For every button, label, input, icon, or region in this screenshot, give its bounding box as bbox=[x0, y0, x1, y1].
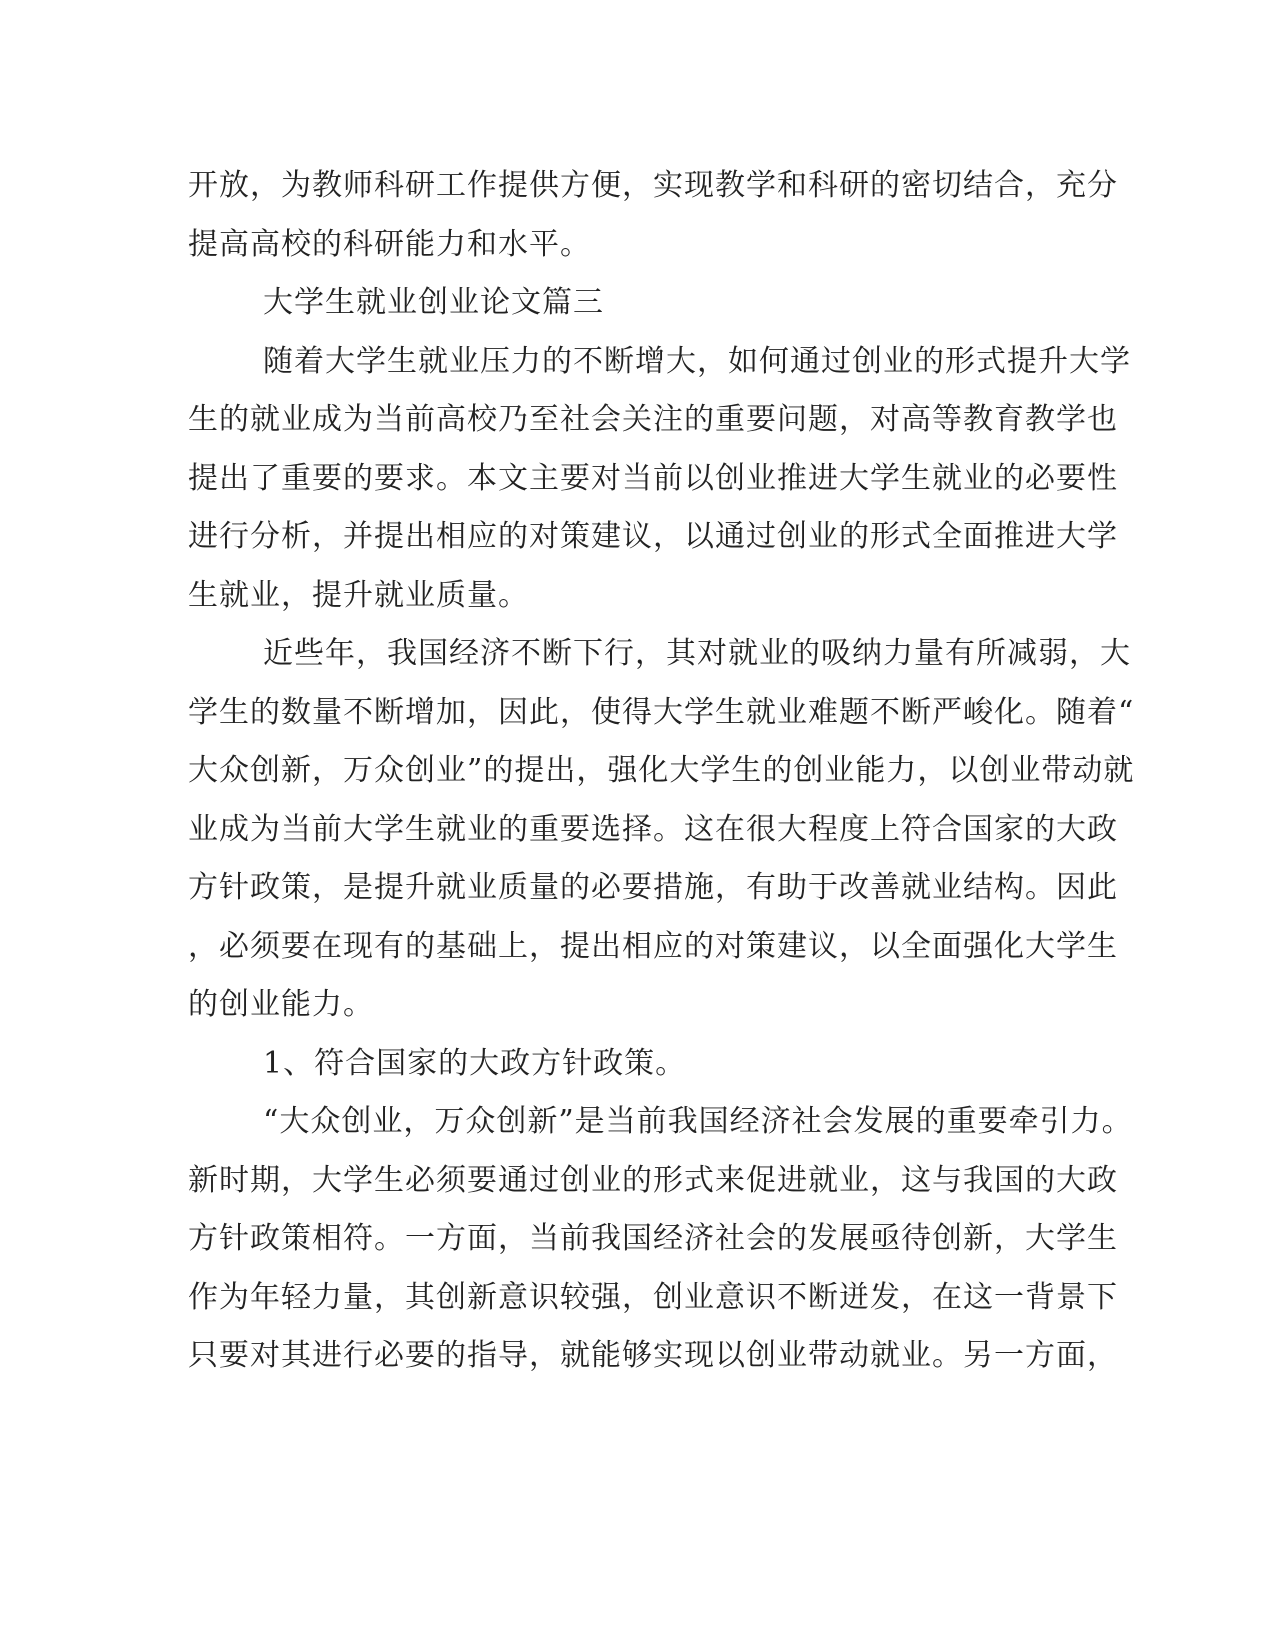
text-line: 开放，为教师科研工作提供方便，实现教学和科研的密切结合，充分 bbox=[188, 168, 1118, 203]
text-line: 方针政策相符。一方面，当前我国经济社会的发展亟待创新，大学生 bbox=[188, 1221, 1118, 1256]
text-line: 方针政策，是提升就业质量的必要措施，有助于改善就业结构。因此 bbox=[188, 870, 1118, 905]
text-line: ，必须要在现有的基础上，提出相应的对策建议，以全面强化大学生 bbox=[188, 928, 1118, 964]
text-line: 学生的数量不断增加，因此，使得大学生就业难题不断严峻化。随着“ bbox=[188, 694, 1135, 730]
text-line: 提出了重要的要求。本文主要对当前以创业推进大学生就业的必要性 bbox=[188, 460, 1118, 496]
text-line: 随着大学生就业压力的不断增大，如何通过创业的形式提升大学 bbox=[263, 343, 1131, 379]
text-line: 生的就业成为当前高校乃至社会关注的重要问题，对高等教育教学也 bbox=[188, 402, 1118, 437]
text-line: 只要对其进行必要的指导，就能够实现以创业带动就业。另一方面， bbox=[188, 1338, 1118, 1373]
text-line: 的创业能力。 bbox=[188, 987, 374, 1022]
section-heading: 大学生就业创业论文篇三 bbox=[263, 285, 604, 320]
text-line: 业成为当前大学生就业的重要选择。这在很大程度上符合国家的大政 bbox=[188, 811, 1118, 847]
text-line: 新时期，大学生必须要通过创业的形式来促进就业，这与我国的大政 bbox=[188, 1162, 1118, 1198]
text-line: 作为年轻力量，其创新意识较强，创业意识不断迸发，在这一背景下 bbox=[188, 1279, 1118, 1315]
document-body bbox=[188, 157, 1135, 1386]
text-line: 大众创新，万众创业”的提出，强化大学生的创业能力，以创业带动就 bbox=[188, 753, 1135, 788]
list-item-heading: 1、符合国家的大政方针政策。 bbox=[263, 1045, 687, 1081]
text-line: 进行分析，并提出相应的对策建议，以通过创业的形式全面推进大学 bbox=[188, 519, 1118, 554]
text-line: “大众创业，万众创新”是当前我国经济社会发展的重要牵引力。 bbox=[263, 1104, 1133, 1139]
text-line: 生就业，提升就业质量。 bbox=[188, 577, 529, 613]
text-line: 近些年，我国经济不断下行，其对就业的吸纳力量有所减弱，大 bbox=[263, 636, 1131, 671]
text-line: 提高高校的科研能力和水平。 bbox=[188, 226, 591, 262]
